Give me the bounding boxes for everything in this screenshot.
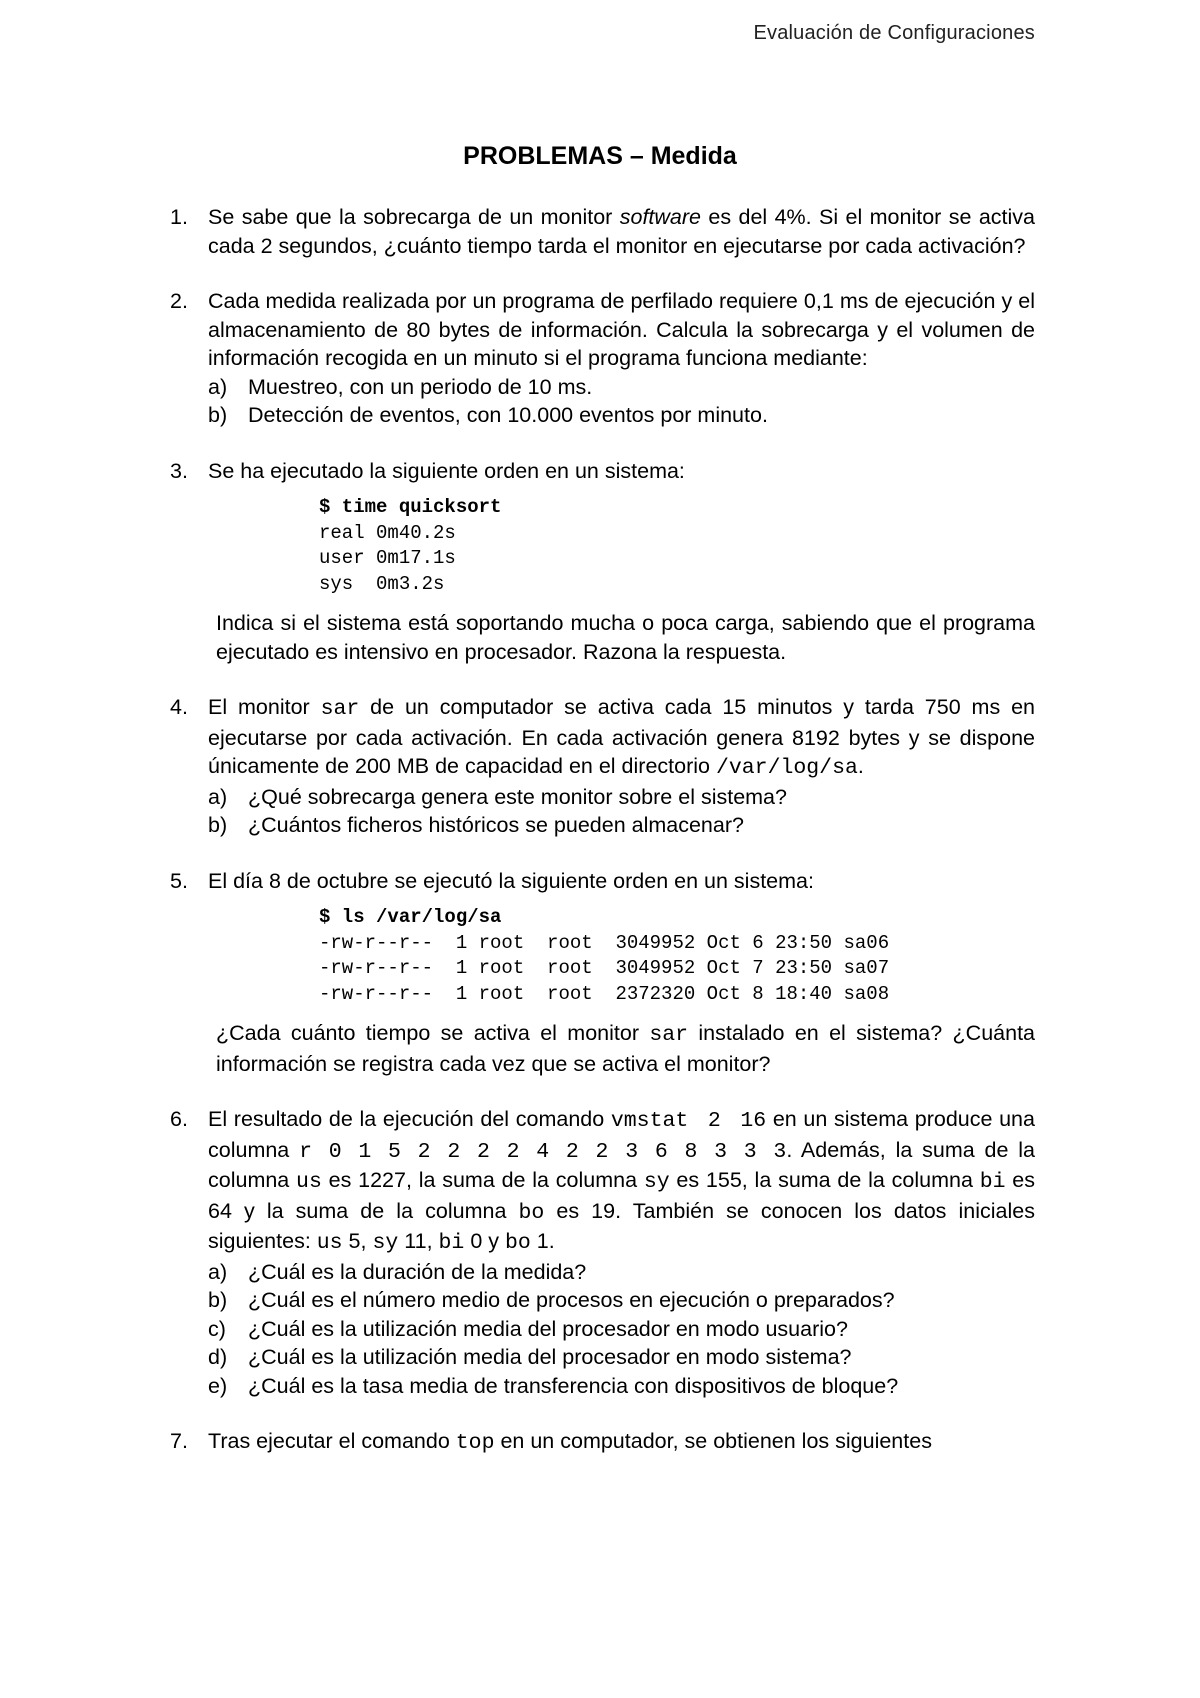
sub-question: c) ¿Cuál es la utilización media del procesador en modo usuario? [208, 1316, 848, 1341]
code-line: real 0m40.2s [319, 521, 456, 544]
problem-text: El resultado de la ejecución del comando vmstat 2 16 en un sistema produce una columna r 0 1 5 2 2 2 2 4 2 2 3 6 8 3 3 3. Además, la suma de la columna us es 1227, la suma de la columna sy es 155, la suma de la columna bi es 64 y la suma de la columna bo es 19. También se conocen los datos iniciales siguientes: us 5, sy 11, bi 0 y bo 1. [208, 1107, 1035, 1255]
problem-note: ¿Cada cuánto tiempo se activa el monitor sar instalado en el sistema? ¿Cuánta información se registra cada vez que se activa el monitor? [216, 1021, 1035, 1076]
problem-number: 2. [170, 289, 188, 313]
code-block [208, 495, 1035, 597]
code-line: -rw-r--r-- 1 root root 2372320 Oct 8 18:40 sa08 [319, 982, 890, 1005]
sub-question: b) ¿Cuántos ficheros históricos se pueden almacenar? [208, 813, 744, 837]
code-block [208, 905, 1035, 1007]
sub-question: a) ¿Cuál es la duración de la medida? [208, 1259, 587, 1284]
sub-question-list [170, 373, 1035, 430]
problem-2 [170, 287, 1035, 430]
sub-question-list [170, 783, 1035, 840]
problem-5 [170, 867, 1035, 1079]
problem-text: Tras ejecutar el comando top en un computador, se obtienen los siguientes [208, 1429, 932, 1455]
code-line: user 0m17.1s [319, 547, 456, 569]
problem-4 [170, 693, 1035, 840]
problem-list [170, 203, 1035, 1485]
sub-question: e) ¿Cuál es la tasa media de transferencia con dispositivos de bloque? [208, 1373, 899, 1398]
sub-question: b) ¿Cuál es el número medio de procesos en ejecución o preparados? [208, 1288, 895, 1312]
problem-number: 3. [170, 458, 188, 483]
sub-question: d) ¿Cuál es la utilización media del procesador en modo sistema? [208, 1345, 852, 1369]
problem-6 [170, 1105, 1035, 1400]
code-line: -rw-r--r-- 1 root root 3049952 Oct 7 23:50 sa07 [319, 957, 890, 979]
problem-3 [170, 457, 1035, 667]
sub-question-list [170, 1258, 1035, 1401]
problem-number: 5. [170, 868, 188, 893]
problem-text: El monitor sar de un computador se activa cada 15 minutos y tarda 750 ms en ejecutarse por cada activación. En cada activación genera 8192 bytes y se dispone únicamente de 200 MB de capacidad en el directorio /var/log/sa. [208, 695, 1035, 780]
code-command: $ time quicksort [319, 496, 502, 518]
code-line: sys 0m3.2s [319, 572, 445, 595]
problem-number: 6. [170, 1107, 188, 1131]
problem-text: Se sabe que la sobrecarga de un monitor software es del 4%. Si el monitor se activa cada 2 segundos, ¿cuánto tiempo tarda el monitor en ejecutarse por cada activación? [208, 205, 1035, 258]
problem-1 [170, 203, 1035, 260]
sub-question: b) Detección de eventos, con 10.000 eventos por minuto. [208, 403, 768, 427]
code-line: -rw-r--r-- 1 root root 3049952 Oct 6 23:50 sa06 [319, 931, 890, 954]
code-command: $ ls /var/log/sa [319, 906, 502, 928]
problem-7 [170, 1427, 1035, 1458]
problem-text: El día 8 de octubre se ejecutó la siguiente orden en un sistema: [208, 868, 814, 893]
problem-number: 7. [170, 1429, 188, 1453]
running-header: Evaluación de Configuraciones [753, 22, 1035, 44]
sub-question: a) Muestreo, con un periodo de 10 ms. [208, 374, 593, 399]
sub-question: a) ¿Qué sobrecarga genera este monitor sobre el sistema? [208, 784, 787, 809]
problem-note: Indica si el sistema está soportando mucha o poca carga, sabiendo que el programa ejecutado es intensivo en procesador. Razona la respuesta. [216, 611, 1035, 664]
problem-text: Se ha ejecutado la siguiente orden en un sistema: [208, 458, 685, 483]
problem-text: Cada medida realizada por un programa de perfilado requiere 0,1 ms de ejecución y el almacenamiento de 80 bytes de información. Calcula la sobrecarga y el volumen de información recogida en un minuto si el programa funciona mediante: [208, 289, 1035, 370]
problem-number: 1. [170, 205, 188, 229]
page-title: PROBLEMAS – Medida [463, 142, 737, 170]
problem-number: 4. [170, 695, 188, 719]
